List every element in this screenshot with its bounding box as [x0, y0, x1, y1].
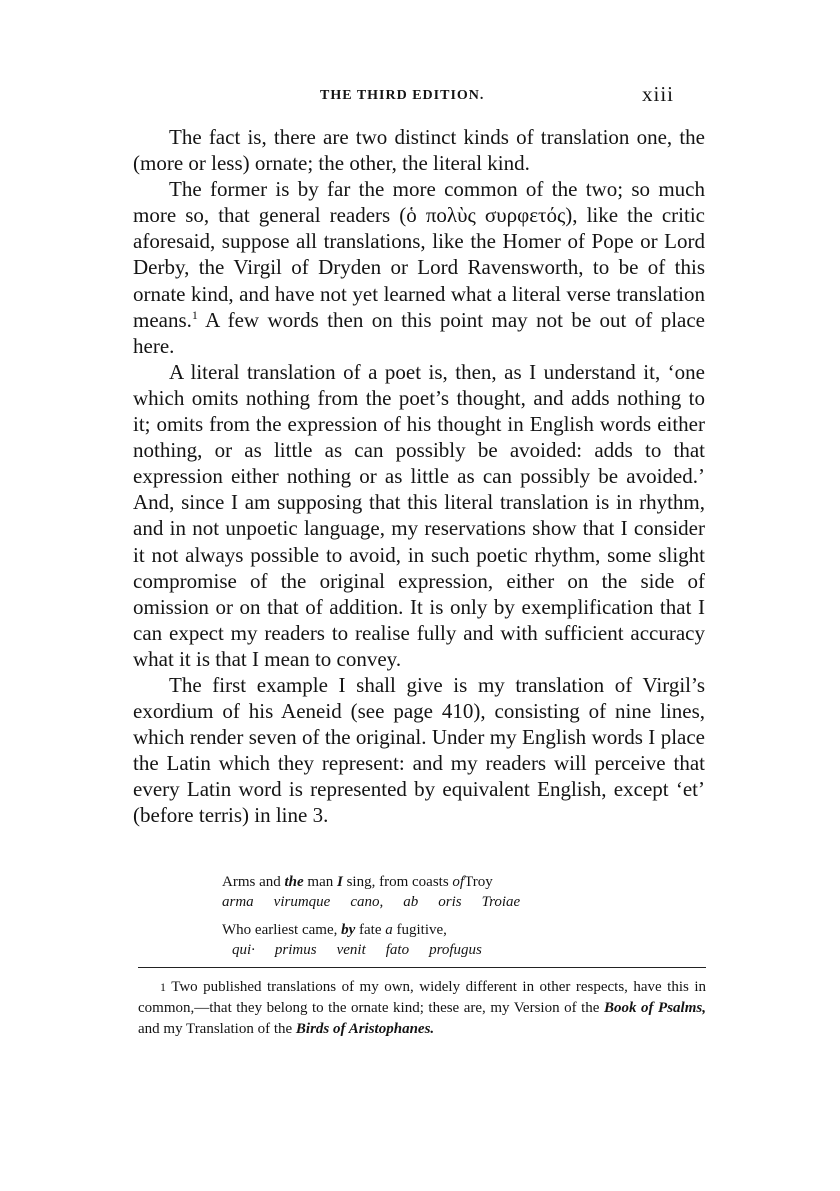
latin-word: cano,	[350, 894, 384, 910]
verse-word: I	[337, 874, 343, 890]
verse-line-2-english	[222, 920, 642, 940]
verse-word: Arms and	[222, 874, 281, 890]
footnote-text	[138, 977, 706, 1040]
paragraph-1: The fact is, there are two distinct kinds of translation one, the (more or less) ornate; the other, the literal kind.	[133, 125, 705, 176]
latin-word: fato	[385, 942, 410, 958]
paragraph-2-text-cont: A few words then on this point may not be out of place here.	[133, 307, 705, 358]
latin-word: venit	[336, 942, 366, 958]
footnote-marker: 1	[160, 980, 166, 994]
page-number: xiii	[642, 82, 675, 106]
footnote-title-psalms: Book of Psalms,	[604, 1000, 706, 1016]
verse-word: man	[307, 874, 334, 890]
verse-word: fugitive,	[396, 922, 447, 938]
footnote-text-a: Two published translations of my own, widely different in other respects, have this in common,—that they belong to the ornate kind; these are, my Version of the	[138, 979, 707, 1016]
verse-line-1-english	[222, 872, 642, 892]
verse-example	[222, 872, 642, 968]
verse-line-2-latin	[222, 940, 642, 960]
latin-word: qui·	[232, 942, 255, 958]
verse-word: fate	[359, 922, 382, 938]
verse-word: by	[341, 922, 356, 938]
page-header	[0, 82, 840, 112]
latin-word: virumque	[273, 894, 331, 910]
verse-word: the	[284, 874, 304, 890]
latin-word: primus	[274, 942, 317, 958]
footnote-title-birds: Birds of Aristophanes.	[295, 1021, 435, 1037]
footnote-divider	[138, 967, 706, 968]
verse-word: a	[385, 922, 393, 938]
paragraph-4: The first example I shall give is my translation of Virgil’s exordium of his Aeneid (see page 410), consisting of nine lines, which render seven of the original. Under my English words I place the Latin which they represent: and my readers will perceive that every Latin word is represented by equivalent English, except ‘et’ (before terris) in line 3.	[133, 672, 705, 828]
footnote-text-b: and my Translation of the	[138, 1021, 296, 1037]
verse-word: sing, from coasts	[346, 874, 449, 890]
latin-word: Troiae	[481, 894, 521, 910]
running-title: THE THIRD EDITION.	[320, 88, 485, 103]
body-text	[133, 124, 705, 829]
footnote	[138, 977, 706, 1040]
paragraph-2-text: The former is by far the more common of the two; so much more so, that general readers (ὁ πολὺς συρφετός), like the critic aforesaid, suppose all translations, like the Homer of Pope or Lord Derby, the Virgil of Dryden or Lord Ravensworth, to be of this ornate kind, and have not yet learned what a literal verse translation means.	[133, 177, 705, 332]
latin-word: profugus	[429, 942, 482, 958]
paragraph-3: A literal translation of a poet is, then, as I understand it, ‘one which omits nothing from the poet’s thought, and adds nothing to it; omits from the expression of his thought in English words either nothing, or as little as can possibly be avoided: adds to that expression either nothing or as little as can possibly be avoided.’ And, since I am supposing that this literal translation is in rhythm, and in not unpoetic language, my reservations show that I consider it not always possible to avoid, in such poetic rhythm, some slight compromise of the original expression, either on the side of omission or on that of addition. It is only by exemplification that I can expect my readers to realise fully and with sufficient accuracy what it is that I mean to convey.	[133, 359, 705, 671]
latin-word: oris	[438, 894, 462, 910]
paragraph-2	[133, 176, 705, 359]
latin-word: ab	[403, 894, 419, 910]
verse-word: Troy	[464, 874, 493, 890]
verse-line-1-latin	[222, 892, 642, 912]
verse-word: of	[452, 874, 465, 890]
footnote-reference[interactable]: 1	[191, 307, 198, 322]
latin-word: arma	[222, 894, 254, 910]
verse-word: Who earliest came,	[222, 922, 338, 938]
